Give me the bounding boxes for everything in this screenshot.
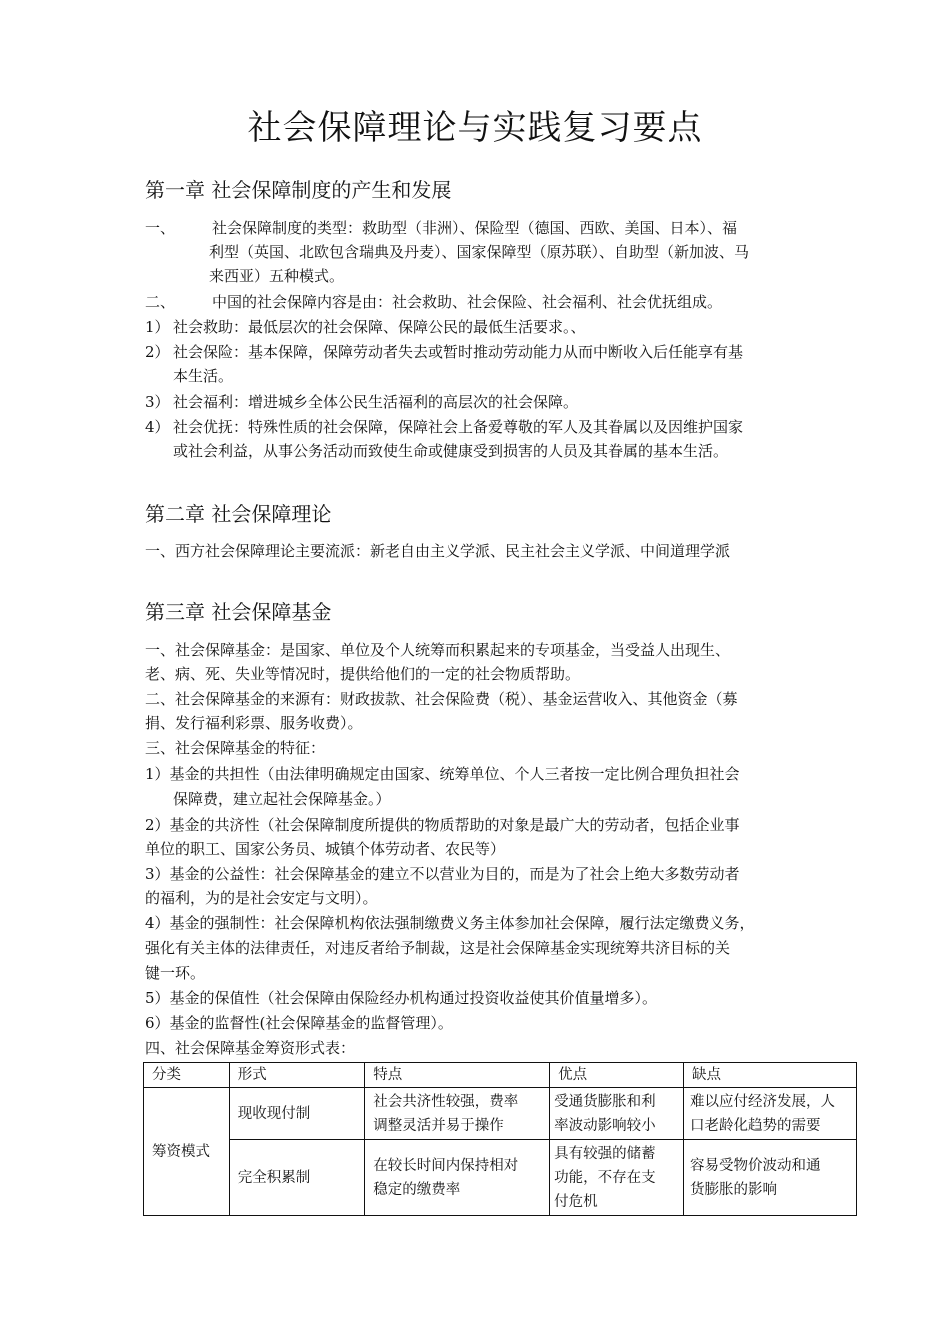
ch1-item-1	[145, 216, 815, 288]
paragraph-line: 强化有关主体的法律责任，对违反者给予制裁，这是社会保障基金实现统筹共济目标的关	[145, 939, 731, 957]
paragraph-line: 单位的职工、国家公务员、城镇个体劳动者、农民等）	[145, 840, 506, 858]
cell-line: 具有较强的储蓄	[554, 1145, 656, 1162]
paragraph-line: 社会救助：最低层次的社会保障、保障公民的最低生活要求。、	[173, 318, 586, 336]
table-header-cell: 分类	[144, 1063, 230, 1088]
paragraph-line: 3）基金的公益性：社会保障基金的建立不以营业为目的，而是为了社会上绝大多数劳动者	[145, 865, 740, 883]
ch1-sub-3	[145, 390, 815, 414]
ch2-item-1: 一、西方社会保障理论主要流派：新老自由主义学派、民主社会主义学派、中间道理学派	[145, 542, 731, 560]
item-number: 一、	[145, 219, 176, 237]
ch1-sub-2	[145, 340, 815, 388]
table-header-cell: 缺点	[684, 1063, 857, 1088]
paragraph-line: 5）基金的保值性（社会保障由保险经办机构通过投资收益使其价值量增多）。	[145, 989, 658, 1007]
cell-line: 调整灵活并易于操作	[373, 1117, 504, 1134]
table-header-cell: 优点	[550, 1063, 684, 1088]
ch1-item-2	[145, 290, 815, 314]
paragraph-line: 的福利，为的是社会安定与文明）。	[145, 889, 378, 907]
table-category-cell: 筹资模式	[144, 1088, 230, 1216]
paragraph-line: 键一环。	[145, 964, 206, 982]
funding-forms-table	[143, 1062, 857, 1216]
cell-line: 口老龄化趋势的需要	[690, 1117, 821, 1134]
paragraph-line: 三、社会保障基金的特征：	[145, 739, 326, 757]
table-cell	[684, 1140, 857, 1216]
cell-line: 难以应付经济发展，人	[690, 1093, 836, 1110]
table-cell	[550, 1088, 684, 1140]
table-cell	[684, 1088, 857, 1140]
paragraph-line: 本生活。	[173, 367, 234, 385]
table-cell: 现收现付制	[229, 1088, 365, 1140]
paragraph-line: 来西亚）五种模式。	[209, 267, 345, 285]
paragraph-line: 一、社会保障基金：是国家、单位及个人统筹而积累起来的专项基金，当受益人出现生、	[145, 641, 731, 659]
paragraph-line: 社会保障制度的类型：救助型（非洲）、保险型（德国、西欧、美国、日本）、福	[212, 219, 738, 237]
table-header-cell: 形式	[229, 1063, 365, 1088]
table-cell: 完全积累制	[229, 1140, 365, 1216]
table-row	[144, 1140, 857, 1216]
ch1-sub-1	[145, 315, 815, 339]
paragraph-line: 2）基金的共济性（社会保障制度所提供的物质帮助的对象是最广大的劳动者，包括企业事	[145, 816, 740, 834]
table-cell	[550, 1140, 684, 1216]
item-number: 1）	[145, 318, 170, 336]
chapter-2-heading: 第二章 社会保障理论	[145, 502, 332, 526]
cell-line: 在较长时间内保持相对	[373, 1157, 519, 1174]
item-number: 二、	[145, 293, 176, 311]
paragraph-line: 利型（英国、北欧包含瑞典及丹麦）、国家保障型（原苏联）、自助型（新加波、马	[209, 243, 750, 261]
item-number: 3）	[145, 393, 170, 411]
paragraph-line: 保障费，建立起社会保障基金。）	[173, 790, 391, 808]
paragraph-line: 社会保险：基本保障，保障劳动者失去或暂时推动劳动能力从而中断收入后任能享有基	[173, 343, 744, 361]
table-header-cell: 特点	[365, 1063, 550, 1088]
paragraph-line: 老、病、死、失业等情况时，提供给他们的一定的社会物质帮助。	[145, 665, 581, 683]
cell-line: 稳定的缴费率	[373, 1181, 461, 1198]
item-number: 4）	[145, 418, 170, 436]
cell-line: 率波动影响较小	[554, 1117, 656, 1134]
paragraph-line: 四、社会保障基金筹资形式表：	[145, 1039, 356, 1057]
cell-line: 功能，不存在支	[554, 1169, 656, 1186]
cell-line: 货膨胀的影响	[690, 1181, 778, 1198]
item-number: 2）	[145, 343, 170, 361]
paragraph-line: 社会福利：增进城乡全体公民生活福利的高层次的社会保障。	[173, 393, 579, 411]
cell-line: 社会共济性较强，费率	[373, 1093, 519, 1110]
chapter-1-heading: 第一章 社会保障制度的产生和发展	[145, 178, 452, 202]
paragraph-line: 中国的社会保障内容是由：社会救助、社会保险、社会福利、社会优抚组成。	[212, 293, 723, 311]
cell-line: 受通货膨胀和利	[554, 1093, 656, 1110]
paragraph-line: 6）基金的监督性(社会保障基金的监督管理）。	[145, 1014, 453, 1032]
table-row	[144, 1088, 857, 1140]
ch1-sub-4	[145, 415, 815, 463]
paragraph-line: 社会优抚：特殊性质的社会保障，保障社会上备爱尊敬的军人及其眷属以及因维护国家	[173, 418, 744, 436]
table-header-row	[144, 1063, 857, 1088]
cell-line: 付危机	[554, 1193, 598, 1210]
table-cell	[365, 1140, 550, 1216]
paragraph-line: 或社会利益，从事公务活动而致使生命或健康受到损害的人员及其眷属的基本生活。	[173, 442, 729, 460]
paragraph-line: 1）基金的共担性（由法律明确规定由国家、统筹单位、个人三者按一定比例合理负担社会	[145, 765, 740, 783]
paragraph-line: 二、社会保障基金的来源有：财政拔款、社会保险费（税）、基金运营收入、其他资金（募	[145, 690, 738, 708]
paragraph-line: 捐、发行福利彩票、服务收费）。	[145, 714, 363, 732]
table-cell	[365, 1088, 550, 1140]
cell-line: 容易受物价波动和通	[690, 1157, 821, 1174]
paragraph-line: 4）基金的强制性：社会保障机构依法强制缴费义务主体参加社会保障，履行法定缴费义务，	[145, 914, 755, 932]
document-title: 社会保障理论与实践复习要点	[247, 108, 703, 148]
chapter-3-heading: 第三章 社会保障基金	[145, 600, 332, 624]
